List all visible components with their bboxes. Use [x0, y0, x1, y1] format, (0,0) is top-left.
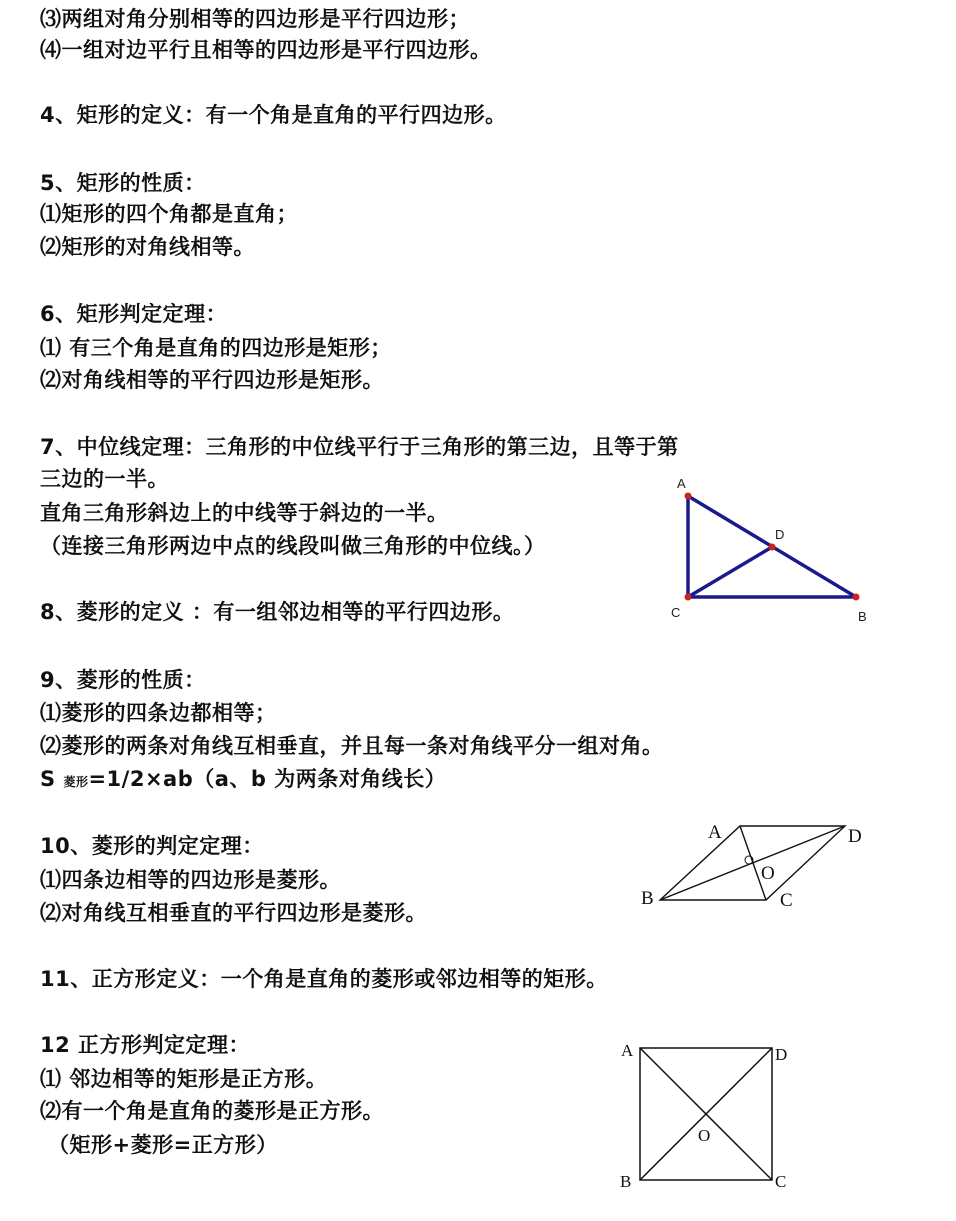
text-line: 三边的一半。: [40, 467, 169, 491]
label-d: D: [775, 1045, 788, 1064]
text-line: （矩形+菱形=正方形）: [48, 1133, 278, 1157]
median-cd: [688, 547, 772, 597]
text-line: （连接三角形两边中点的线段叫做三角形的中位线。）: [40, 534, 546, 558]
label-d: D: [775, 527, 785, 542]
heading-rhombus-properties: 9、菱形的性质：: [40, 668, 206, 692]
label-c: C: [671, 605, 681, 620]
heading-square-theorem: 12 正方形判定定理：: [40, 1033, 251, 1057]
text-line: 直角三角形斜边上的中线等于斜边的一半。: [40, 501, 449, 525]
text-line: ⑵对角线互相垂直的平行四边形是菱形。: [40, 901, 427, 925]
point-b: [853, 594, 860, 601]
area-formula: S 菱形=1/2×ab（a、b 为两条对角线长）: [40, 767, 447, 791]
text-line: ⑴ 有三个角是直角的四边形是矩形；: [40, 336, 392, 360]
point-d: [769, 544, 776, 551]
heading-rhombus-theorem: 10、菱形的判定定理：: [40, 834, 264, 858]
text-line: ⑴矩形的四个角都是直角；: [40, 202, 298, 226]
heading-rectangle-theorem: 6、矩形判定定理：: [40, 302, 228, 326]
side-ab: [688, 496, 856, 597]
label-d: D: [848, 826, 862, 847]
text-line: ⑵有一个角是直角的菱形是正方形。: [40, 1099, 384, 1123]
label-c: C: [775, 1172, 787, 1191]
label-b: B: [858, 609, 867, 624]
label-b: B: [620, 1172, 632, 1191]
point-a: [685, 493, 692, 500]
label-o: O: [698, 1126, 711, 1145]
text-line: ⑶两组对角分别相等的四边形是平行四边形；: [40, 7, 470, 31]
text-line: ⑴菱形的四条边都相等；: [40, 701, 277, 725]
label-c: C: [780, 890, 793, 911]
text-line: ⑴四条边相等的四边形是菱形。: [40, 868, 341, 892]
right-angle-mark: [745, 856, 753, 864]
heading-rectangle-definition: 4、矩形的定义：有一个角是直角的平行四边形。: [40, 103, 507, 127]
diagonal-ac: [740, 826, 766, 900]
heading-square-definition: 11、正方形定义：一个角是直角的菱形或邻边相等的矩形。: [40, 967, 608, 991]
text-line: ⑷一组对边平行且相等的四边形是平行四边形。: [40, 38, 492, 62]
heading-rhombus-definition: 8、菱形的定义 ：有一组邻边相等的平行四边形。: [40, 600, 515, 624]
diagonal-bd: [660, 826, 845, 900]
label-a: A: [621, 1041, 634, 1060]
text-line: ⑴ 邻边相等的矩形是正方形。: [40, 1067, 328, 1091]
label-o: O: [761, 863, 775, 884]
point-c: [685, 594, 692, 601]
label-a: A: [708, 822, 722, 843]
text-line: ⑵菱形的两条对角线互相垂直，并且每一条对角线平分一组对角。: [40, 734, 664, 758]
square-outline: [640, 1048, 772, 1180]
text-line: ⑵矩形的对角线相等。: [40, 235, 255, 259]
heading-rectangle-properties: 5、矩形的性质：: [40, 171, 206, 195]
text-line: ⑵对角线相等的平行四边形是矩形。: [40, 368, 384, 392]
heading-midline-theorem: 7、中位线定理：三角形的中位线平行于三角形的第三边，且等于第: [40, 435, 679, 459]
diagonal-bd: [640, 1048, 772, 1180]
label-a: A: [677, 476, 686, 491]
label-b: B: [641, 888, 654, 909]
rhombus-outline: [660, 826, 845, 900]
diagonal-ac: [640, 1048, 772, 1180]
